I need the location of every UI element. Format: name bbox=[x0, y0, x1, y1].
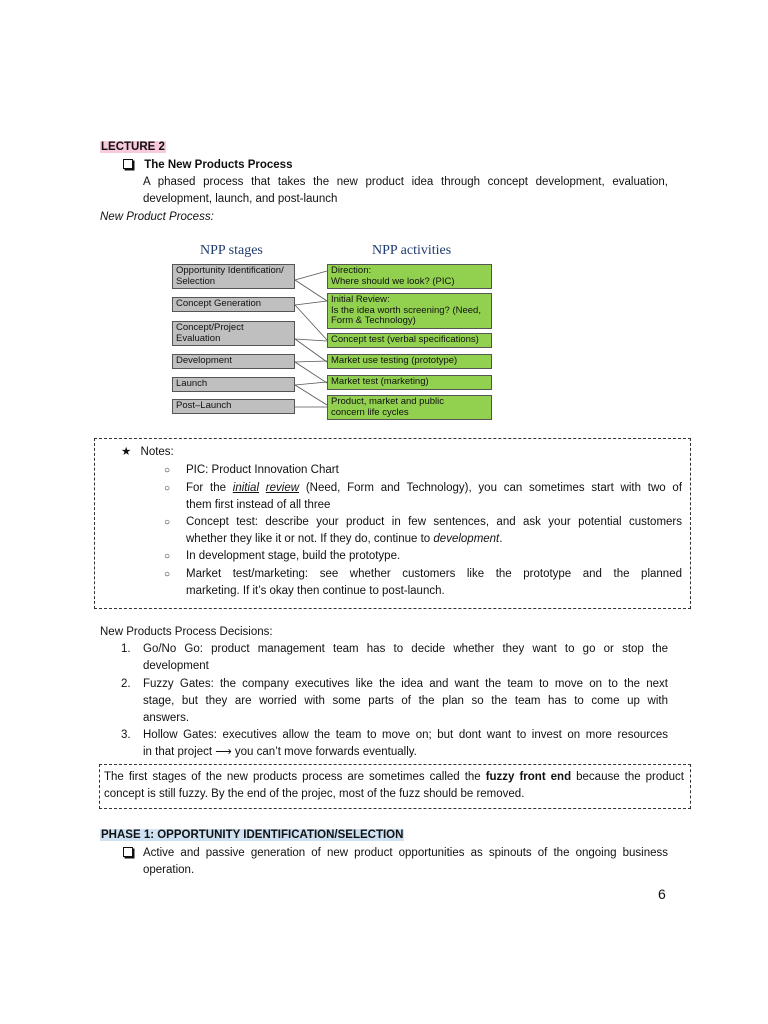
star-icon: ★ bbox=[121, 446, 132, 458]
stage-box bbox=[172, 321, 295, 346]
activity-box bbox=[327, 395, 492, 420]
section-heading-text: The New Products Process bbox=[144, 159, 293, 171]
phase-heading bbox=[100, 827, 404, 844]
page-number: 6 bbox=[658, 886, 666, 902]
activities-title: NPP activities bbox=[372, 243, 452, 258]
note-text-initial: initial bbox=[232, 482, 260, 494]
activity-text: Initial Review: bbox=[331, 294, 390, 305]
circle-bullet-icon: ○ bbox=[164, 569, 171, 580]
phase-line1: Active and passive generation of new product opportunities as spinouts of the ongoing business bbox=[143, 847, 668, 859]
decisions-title: New Products Process Decisions: bbox=[100, 626, 273, 638]
note-text-em: development bbox=[433, 533, 500, 545]
activity-text: Where should we look? (PIC) bbox=[331, 275, 455, 287]
note-item-cont: them first instead of all three bbox=[186, 499, 331, 511]
diagram-caption: New Product Process: bbox=[100, 211, 214, 223]
list-number: 2. bbox=[121, 678, 131, 690]
stage-box bbox=[172, 377, 295, 392]
stage-text: Evaluation bbox=[176, 332, 221, 344]
decision-item: Hollow Gates: executives allow the team to move on; but dont want to invest on more resources bbox=[143, 729, 668, 741]
phase-heading-text: PHASE 1: OPPORTUNITY IDENTIFICATION/SELECTION bbox=[101, 829, 404, 841]
note-text-review: review bbox=[265, 482, 300, 494]
fuzzy-text: because the product bbox=[576, 771, 684, 783]
circle-bullet-icon: ○ bbox=[164, 465, 171, 476]
circle-bullet-icon: ○ bbox=[164, 551, 171, 562]
note-item: In development stage, build the prototype. bbox=[186, 550, 401, 562]
activity-text: Market test (marketing) bbox=[331, 376, 429, 387]
activity-text: Market use testing (prototype) bbox=[331, 355, 458, 366]
lecture-label bbox=[100, 139, 166, 156]
notes-title-text: Notes: bbox=[140, 446, 174, 458]
stage-box bbox=[172, 354, 295, 369]
decision-item: Go/No Go: product management team has to decide whether they want to go or stop the bbox=[143, 643, 668, 655]
note-item-cont bbox=[186, 531, 502, 548]
note-text: (Need, Form and Technology), you can sometimes start with two of bbox=[305, 482, 683, 494]
circle-bullet-icon: ○ bbox=[164, 517, 171, 528]
section-desc-line2: development, launch, and post-launch bbox=[143, 193, 338, 205]
npp-diagram bbox=[168, 231, 508, 425]
activity-text: Direction: bbox=[331, 265, 372, 276]
section-heading bbox=[123, 157, 292, 174]
notes-title bbox=[121, 444, 174, 461]
stage-box bbox=[172, 399, 295, 414]
decision-item-cont: answers. bbox=[143, 712, 190, 724]
fuzzy-text: The first stages of the new products process are sometimes called the bbox=[104, 771, 481, 783]
decision-item-cont: in that project ⟶ you can’t move forwards eventually. bbox=[143, 746, 417, 758]
activity-box bbox=[327, 333, 492, 348]
checkbox-bullet-icon bbox=[123, 159, 133, 169]
list-number: 3. bbox=[121, 729, 131, 741]
stage-text: Concept/Project bbox=[176, 322, 244, 333]
stage-text: Opportunity Identification/ bbox=[176, 265, 284, 276]
stage-text: Selection bbox=[176, 275, 216, 287]
stage-text: Post–Launch bbox=[176, 400, 232, 411]
decision-item-cont: stage, but they are worried with some parts of the plan so the team has to come up with bbox=[143, 695, 668, 707]
activity-box bbox=[327, 264, 492, 289]
activity-text: Form & Technology) bbox=[331, 315, 416, 326]
stages-title: NPP stages bbox=[200, 243, 263, 258]
activity-box bbox=[327, 354, 492, 369]
note-item: Market test/marketing: see whether customers like the prototype and the planned bbox=[186, 568, 682, 580]
phase-line2: operation. bbox=[143, 864, 195, 876]
stage-box bbox=[172, 264, 295, 289]
note-item bbox=[186, 480, 682, 497]
decision-item-cont: development bbox=[143, 660, 209, 672]
stage-text: Concept Generation bbox=[176, 298, 262, 309]
fuzzy-line2: concept is still fuzzy. By the end of the projec, most of the fuzz should be removed. bbox=[104, 788, 525, 800]
note-item-cont: marketing. If it’s okay then continue to post-launch. bbox=[186, 585, 445, 597]
note-text: . bbox=[499, 533, 503, 545]
phase-bullet bbox=[123, 845, 133, 862]
list-number: 1. bbox=[121, 643, 131, 655]
stage-text: Launch bbox=[176, 378, 208, 389]
stage-text: Development bbox=[176, 355, 232, 366]
note-text: For the bbox=[186, 482, 227, 494]
circle-bullet-icon: ○ bbox=[164, 483, 171, 494]
note-item: PIC: Product Innovation Chart bbox=[186, 464, 339, 476]
lecture-label-text: LECTURE 2 bbox=[101, 141, 165, 153]
note-item: Concept test: describe your product in few sentences, and ask your potential customers bbox=[186, 516, 682, 528]
activity-box bbox=[327, 375, 492, 390]
decision-item: Fuzzy Gates: the company executives like the idea and want the team to move on to the next bbox=[143, 678, 668, 690]
section-desc-line1: A phased process that takes the new product idea through concept development, evaluation, bbox=[143, 176, 668, 188]
note-text: whether they like it or not. If they do, continue to bbox=[186, 533, 431, 545]
fuzzy-text-bold: fuzzy front end bbox=[485, 771, 572, 783]
activity-text: concern life cycles bbox=[331, 406, 409, 418]
activity-text: Concept test (verbal specifications) bbox=[331, 334, 479, 345]
stage-box bbox=[172, 297, 295, 312]
activity-box bbox=[327, 293, 492, 329]
activity-text: Is the idea worth screening? (Need, bbox=[331, 304, 481, 316]
fuzzy-line1 bbox=[104, 769, 684, 786]
activity-text: Product, market and public bbox=[331, 396, 445, 407]
checkbox-bullet-icon bbox=[123, 847, 133, 857]
